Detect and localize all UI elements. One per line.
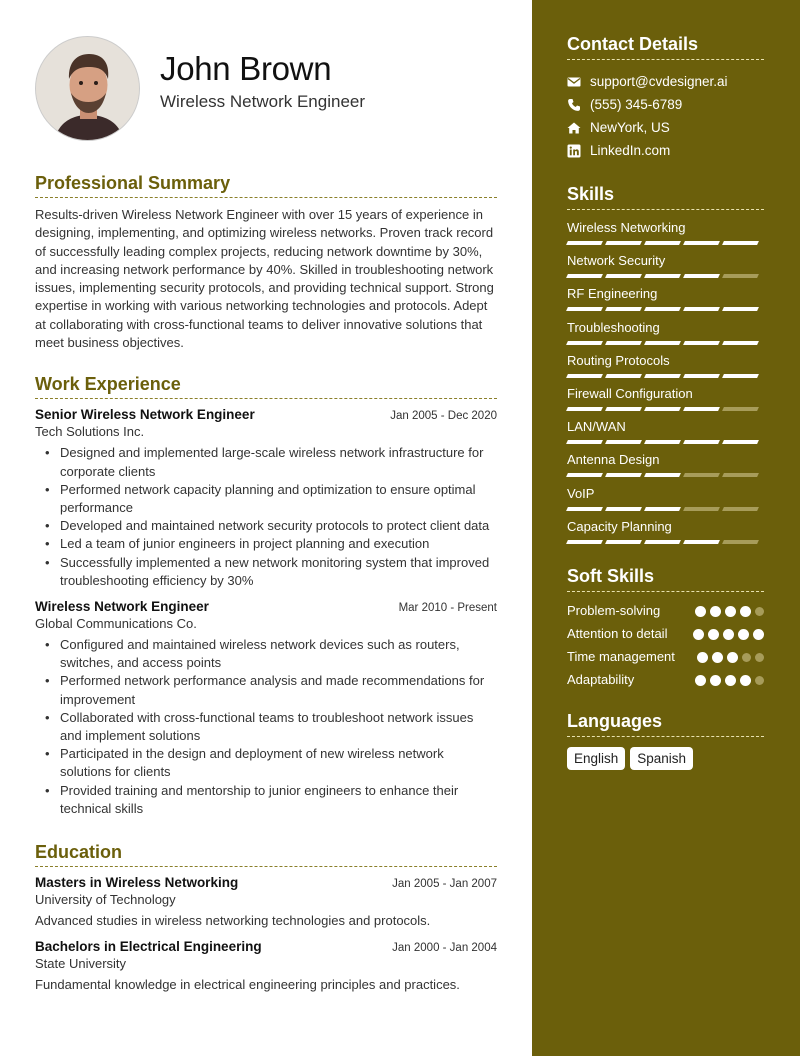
skill-level-segment (566, 307, 603, 311)
skill-item (567, 452, 764, 485)
skill-level-segment (683, 540, 720, 544)
list-item: • Performed network capacity planning and optimization to ensure optimal performance (35, 481, 497, 517)
education-date: Jan 2000 - Jan 2004 (392, 942, 497, 955)
skill-level-segment (605, 274, 642, 278)
summary-section (35, 173, 497, 352)
skill-level-segment (566, 473, 603, 477)
skill-level-segment (566, 241, 603, 245)
skill-name: Wireless Networking (567, 220, 686, 235)
list-item: • Configured and maintained wireless network devices such as routers, switches, and access points (35, 636, 497, 672)
job-date: Jan 2005 - Dec 2020 (390, 410, 497, 423)
skill-level-segment (605, 307, 642, 311)
school-name: State University (35, 956, 127, 972)
skill-level-segment (566, 507, 603, 511)
skill-item (567, 486, 764, 519)
skill-item (567, 253, 764, 286)
skill-level-segment (644, 540, 681, 544)
section-title: Professional Summary (35, 173, 497, 198)
school-name: University of Technology (35, 892, 176, 908)
skill-name: Firewall Configuration (567, 385, 693, 401)
skill-level-segment (683, 507, 720, 511)
contact-text: LinkedIn.com (590, 143, 671, 158)
contact-text: support@cvdesigner.ai (590, 74, 728, 89)
skill-level-segment (605, 407, 642, 411)
skill-level-segment (605, 473, 642, 477)
contact-email[interactable] (567, 70, 764, 93)
skill-level-bar (567, 307, 764, 311)
list-item: • Participated in the design and deployment of new wireless network solutions for clients (35, 745, 497, 781)
job-entry (35, 407, 497, 590)
phone-icon (567, 98, 581, 112)
section-title: Work Experience (35, 374, 497, 399)
skill-level-segment (566, 274, 603, 278)
education-section (35, 842, 497, 994)
linkedin-icon (567, 144, 581, 158)
skill-level-bar (567, 507, 764, 511)
rating-dot (693, 629, 704, 640)
avatar (35, 36, 140, 141)
contact-text: NewYork, US (590, 120, 670, 135)
skill-level-segment (683, 473, 720, 477)
list-item: • Provided training and mentorship to junior engineers to enhance their technical skills (35, 782, 497, 818)
skill-level-segment (566, 540, 603, 544)
education-description: Advanced studies in wireless networking technologies and protocols. (35, 913, 431, 929)
skill-name: RF Engineering (567, 286, 658, 302)
skill-level-segment (644, 507, 681, 511)
soft-skill-name: Attention to detail (567, 625, 668, 641)
skill-level-segment (683, 274, 720, 278)
skill-level-segment (644, 440, 681, 444)
skill-level-segment (683, 374, 720, 378)
skill-level-segment (722, 440, 759, 444)
rating-dot (753, 629, 764, 640)
work-section (35, 374, 497, 818)
skill-level-segment (722, 540, 759, 544)
skill-name: Capacity Planning (567, 518, 672, 534)
job-title: Senior Wireless Network Engineer (35, 407, 255, 423)
list-item: • Led a team of junior engineers in project planning and execution (35, 535, 497, 553)
skill-name: LAN/WAN (567, 419, 626, 435)
education-entry (35, 875, 497, 930)
skill-level-segment (722, 307, 759, 311)
soft-skill-name: Adaptability (567, 671, 635, 687)
skill-level-bar (567, 440, 764, 444)
rating-dot (725, 675, 736, 686)
degree-title: Masters in Wireless Networking (35, 875, 239, 891)
rating-dot (740, 606, 751, 617)
rating-dot (710, 675, 721, 686)
job-date: Mar 2010 - Present (398, 602, 497, 614)
job-title: Wireless Network Engineer (35, 599, 209, 614)
soft-skill-name: Problem-solving (567, 602, 661, 618)
rating-dot (712, 652, 723, 663)
skill-level-segment (644, 307, 681, 311)
skill-level-bar (567, 241, 764, 245)
skill-level-segment (605, 374, 642, 378)
sidebar (532, 0, 800, 1056)
skill-level-bar (567, 407, 764, 411)
skill-level-segment (566, 374, 603, 378)
skill-level-segment (683, 341, 720, 345)
soft-skill-item (567, 602, 764, 620)
section-title: Skills (567, 184, 764, 210)
list-item: • Successfully implemented a new network monitoring system that improved troubleshooting efficiency by 30% (35, 554, 497, 590)
skill-level-bar (567, 374, 764, 378)
job-bullets (35, 636, 497, 818)
soft-skill-item (567, 671, 764, 689)
list-item: • Performed network performance analysis and made recommendations for improvement (35, 672, 497, 708)
envelope-icon (567, 75, 581, 89)
skill-level-segment (722, 507, 759, 511)
skill-level-segment (683, 440, 720, 444)
skill-level-segment (644, 374, 681, 378)
skill-level-segment (644, 241, 681, 245)
rating-dot (738, 629, 749, 640)
resume-header (35, 0, 497, 155)
skill-item (567, 386, 764, 419)
section-title: Languages (567, 711, 764, 737)
contact-location (567, 116, 764, 139)
skill-level-segment (566, 440, 603, 444)
rating-dot (697, 652, 708, 663)
section-title: Soft Skills (567, 566, 764, 592)
skill-level-segment (683, 407, 720, 411)
soft-skill-item (567, 648, 764, 666)
soft-skill-rating (697, 648, 764, 663)
skill-level-segment (722, 274, 759, 278)
skills-section (567, 184, 764, 552)
skill-level-bar (567, 473, 764, 477)
degree-title: Bachelors in Electrical Engineering (35, 939, 262, 955)
skill-level-segment (644, 473, 681, 477)
soft-skills-list (567, 602, 764, 689)
skill-item (567, 220, 764, 253)
section-title: Education (35, 842, 497, 867)
skill-name: Network Security (567, 253, 666, 269)
skill-level-segment (605, 540, 642, 544)
section-title: Contact Details (567, 34, 764, 60)
profile-photo (36, 37, 140, 141)
contact-linkedin[interactable] (567, 139, 764, 162)
skill-name: VoIP (567, 485, 595, 501)
skill-level-segment (644, 274, 681, 278)
rating-dot (708, 629, 719, 640)
home-icon (567, 121, 581, 135)
list-item: • Collaborated with cross-functional teams to troubleshoot network issues and implement solutions (35, 709, 497, 745)
rating-dot (755, 607, 764, 616)
rating-dot (755, 676, 764, 685)
skill-level-segment (722, 473, 759, 477)
job-company: Tech Solutions Inc. (35, 424, 145, 440)
skill-level-segment (605, 241, 642, 245)
skill-level-bar (567, 274, 764, 278)
skill-level-segment (605, 507, 642, 511)
skill-level-segment (683, 241, 720, 245)
rating-dot (725, 606, 736, 617)
language-tag: Spanish (630, 747, 693, 770)
candidate-name: John Brown (160, 50, 332, 87)
soft-skills-section (567, 566, 764, 689)
language-tag: English (567, 747, 625, 770)
rating-dot (755, 653, 764, 662)
skill-item (567, 320, 764, 353)
skill-name: Routing Protocols (567, 352, 670, 368)
candidate-role: Wireless Network Engineer (160, 92, 366, 111)
summary-text: Results-driven Wireless Network Engineer with over 15 years of experience in designing, implementing, and optimizing wireless networks. Proven track record of successfully leading complex projects, reducing network downtime by 30%, and increasing network performance by 40%. Skilled in troubleshooting network issues, implementing security protocols, and providing technical support. Strong expertise in working with various networking technologies and protocols. Adept at collaborating with cross-functional teams to deliver innovative solutions that meet business objectives. (35, 207, 494, 351)
skill-level-segment (722, 341, 759, 345)
soft-skill-rating (695, 671, 764, 686)
soft-skill-rating (693, 625, 764, 640)
rating-dot (740, 675, 751, 686)
soft-skill-name: Time management (567, 648, 675, 664)
rating-dot (723, 629, 734, 640)
skill-level-bar (567, 341, 764, 345)
rating-dot (742, 653, 751, 662)
rating-dot (727, 652, 738, 663)
skill-item (567, 353, 764, 386)
skill-level-bar (567, 540, 764, 544)
job-company: Global Communications Co. (35, 616, 197, 631)
skills-list (567, 220, 764, 552)
skill-level-segment (722, 241, 759, 245)
skill-level-segment (683, 307, 720, 311)
contact-text: (555) 345-6789 (590, 97, 683, 112)
skill-level-segment (605, 341, 642, 345)
skill-level-segment (644, 341, 681, 345)
skill-level-segment (566, 341, 603, 345)
languages-section (567, 711, 764, 770)
skill-name: Antenna Design (567, 452, 660, 468)
skill-level-segment (722, 407, 759, 411)
education-description: Fundamental knowledge in electrical engineering principles and practices. (35, 977, 460, 993)
rating-dot (695, 675, 706, 686)
rating-dot (710, 606, 721, 617)
job-entry (35, 599, 497, 818)
skill-level-segment (605, 440, 642, 444)
language-tags (567, 747, 764, 770)
soft-skill-rating (695, 602, 764, 617)
skill-level-segment (722, 374, 759, 378)
list-item: • Designed and implemented large-scale wireless network infrastructure for corporate clients (35, 444, 497, 480)
education-entry (35, 939, 497, 994)
skill-item (567, 519, 764, 552)
education-date: Jan 2005 - Jan 2007 (392, 878, 497, 891)
skill-name: Troubleshooting (567, 319, 660, 335)
rating-dot (695, 606, 706, 617)
skill-item (567, 419, 764, 452)
skill-level-segment (566, 407, 603, 411)
job-bullets (35, 444, 497, 590)
soft-skill-item (567, 625, 764, 643)
contact-phone[interactable] (567, 93, 764, 116)
contact-section (567, 34, 764, 162)
list-item: • Developed and maintained network security protocols to protect client data (35, 517, 497, 535)
skill-level-segment (644, 407, 681, 411)
skill-item (567, 286, 764, 319)
